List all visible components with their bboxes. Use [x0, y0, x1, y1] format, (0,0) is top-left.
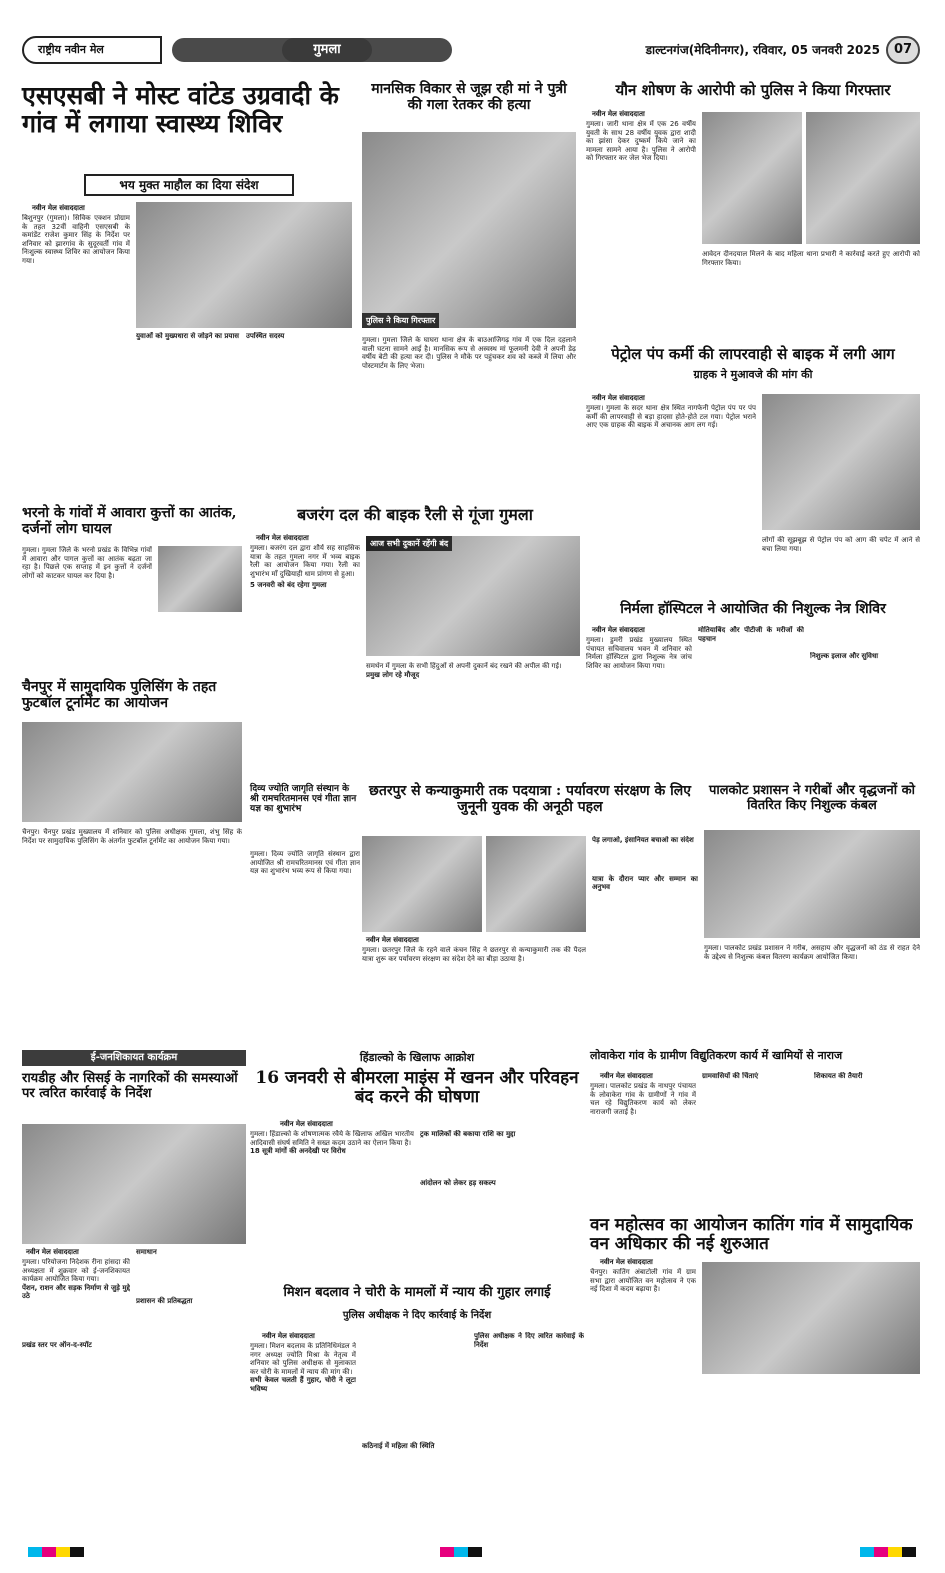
- photo-football-team: [22, 722, 242, 822]
- photo-walker: [362, 836, 482, 932]
- story-text: गुमला। गुमला जिले के घाघरा थाना क्षेत्र के बाउआजिगढ़ गांव में एक दिल दहलाने वाली घटना सामने आई है। मानसिक रूप से अस्वस्थ मां फूलमनी देवी ने अपनी डेढ़ वर्षीय बेटी की हत्या कर दी। पुलिस ने मौके पर पहुंचकर शव को कब्जे में लिया और पोस्टमार्टम के लिए भेजा।: [362, 336, 576, 370]
- headline: वन महोत्सव का आयोजन कातिंग गांव में सामुदायिक वन अधिकार की नई शुरुआत: [590, 1215, 913, 1255]
- photo-caption: आज सभी दुकानें रहेंगी बंद: [366, 536, 452, 551]
- headline: पेट्रोल पंप कर्मी की लापरवाही से बाइक में लगी आग: [611, 345, 895, 363]
- sub-heading: 5 जनवरी को बंद रहेगा गुमला: [250, 581, 327, 590]
- story-col-2: [698, 626, 804, 774]
- subhead: ग्राहक ने मुआवजे की मांग की: [693, 367, 813, 381]
- story-lowakera: [590, 1050, 920, 1212]
- paragraph: गुमला। मिशन बदलाव के प्रतिनिधिमंडल ने नगर अध्यक्ष ज्योति मिश्रा के नेतृत्व में शनिवार को पुलिस अधीक्षक से मुलाकात कर चोरी के मामलों में न्याय की मांग की।: [250, 1342, 356, 1376]
- story-text: चैनपुर। चैनपुर प्रखंड मुख्यालय में शनिवार को पुलिस अधीक्षक गुमला, शंभु सिंह के निर्देश पर सामुदायिक पुलिसिंग के अंतर्गत फुटबॉल टूर्नामेंट का आयोजन किया गया।: [22, 828, 242, 845]
- headline: एसएसबी ने मोस्ट वांटेड उग्रवादी के गांव में लगाया स्वास्थ्य शिविर: [22, 81, 339, 138]
- story-col-2: [136, 332, 240, 492]
- photo-bike-rally: [366, 536, 580, 656]
- headline: लोवाकेरा गांव के ग्रामीण विद्युतिकरण कार्य में खामियों से नाराज: [590, 1049, 843, 1062]
- section-label: हिंडाल्को के खिलाफ आक्रोश: [359, 1051, 475, 1064]
- sub-heading-2: उपस्थित सदस्य: [246, 332, 285, 340]
- registration-mark: [874, 1547, 888, 1557]
- sub-heading-3: आंदोलन को लेकर हड़ सकल्प: [420, 1178, 496, 1187]
- section-label: ई-जनशिकायत कार्यक्रम: [22, 1050, 246, 1066]
- registration-mark: [860, 1547, 874, 1557]
- story-text: गुमला। गुमला जिले के भरनो प्रखंड के विभिन्न गांवों में आवारा और पागल कुत्तों का आतंक बढ़ता जा रहा है। पिछले एक सप्ताह में इन कुत्तों ने दर्जनों लोगों को काटकर घायल कर दिया है।: [22, 546, 152, 580]
- sub-heading: पेड़ लगाओ, इंसानियत बचाओ का संदेश: [592, 836, 694, 844]
- story-text: गुमला। पालकोट प्रखंड प्रशासन ने गरीब, असहाय और वृद्धजनों को ठंड से राहत देने के उद्देश्य से निशुल्क कंबल वितरण कार्यक्रम आयोजित किया।: [704, 944, 920, 961]
- sub-heading: सभी केवल चलती हैं गुहार, चोरी ने लूटा भविष्य: [250, 1376, 356, 1393]
- registration-mark: [56, 1547, 70, 1557]
- headline: पालकोट प्रशासन ने गरीबों और वृद्धजनों को वितरित किए निशुल्क कंबल: [708, 783, 916, 813]
- sub-heading-2: शिकायत की तैयारी: [814, 1072, 863, 1080]
- photo-health-camp: [136, 202, 352, 328]
- story-text: गुमला। पालकोट प्रखंड के नाथपुर पंचायत के लोवाकेरा गांव के ग्रामीणों ने गांव में चल रहे विद्युतिकरण कार्य को लेकर नाराजगी जताई है।: [590, 1082, 696, 1116]
- byline: नवीन मेल संवाददाता: [280, 1120, 333, 1128]
- story-yatra: [362, 784, 698, 1044]
- story-divya: [250, 784, 360, 1044]
- story-football: [22, 680, 242, 1002]
- registration-mark: [468, 1547, 482, 1557]
- subhead: भय मुक्त माहौल का दिया संदेश: [84, 174, 294, 196]
- photo-group: [486, 836, 586, 932]
- story-text: चैनपुर। कातिंग अंबाटोली गांव में ग्राम सभा द्वारा आयोजित वन महोत्सव ने एक नई दिशा में कदम बढ़ाया है।: [590, 1268, 696, 1294]
- section-banner: [172, 38, 452, 62]
- registration-mark: [28, 1547, 42, 1557]
- paragraph: गुमला। परियोजना निदेशक रीना हांसदा की अध्यक्षता में शुक्रवार को ई-जनशिकायत कार्यक्रम आयोजित किया गया।: [22, 1258, 130, 1284]
- masthead: [22, 36, 920, 64]
- byline: नवीन मेल संवाददाता: [32, 204, 85, 212]
- story-text: गुमला। छतरपुर जिले के रहने वाले कंचन सिंह ने छतरपुर से कन्याकुमारी तक की पैदल यात्रा शुरू कर पर्यावरण संरक्षण का संदेश देने का बीड़ा उठाया है।: [362, 946, 586, 963]
- byline: नवीन मेल संवाददाता: [592, 626, 645, 634]
- story-hindalco: [250, 1050, 584, 1276]
- photo-caption: पुलिस ने किया गिरफ्तार: [362, 313, 439, 328]
- sub-heading-4: प्रखंड स्तर पर ऑन-द-स्पॉट: [22, 1340, 92, 1349]
- headline: रायडीह और सिसई के नागरिकों की समस्याओं पर त्वरित कार्रवाई के निर्देश: [22, 1071, 238, 1101]
- registration-mark: [440, 1547, 454, 1557]
- story-col-3: [246, 332, 352, 492]
- subhead: पुलिस अधीक्षक ने दिए कार्रवाई के निर्देश: [342, 1309, 492, 1321]
- headline: मिशन बदलाव ने चोरी के मामलों में न्याय की गुहार लगाई: [283, 1285, 551, 1300]
- story-text: [22, 1258, 130, 1476]
- byline: नवीन मेल संवाददाता: [600, 1258, 653, 1266]
- story-eye-camp: [586, 602, 920, 778]
- photo-arrest: [362, 132, 576, 328]
- story-mission: [250, 1286, 584, 1540]
- byline: नवीन मेल संवाददाता: [256, 534, 309, 542]
- story-col-2: [702, 1072, 808, 1208]
- section-name: गुमला: [282, 38, 372, 62]
- photo-blanket-distribution: [704, 830, 920, 938]
- paragraph: गुमला। बजरंग दल द्वारा शौर्य सह साहसिक यात्रा के तहत गुमला नगर में भव्य बाइक रैली का आयोजन किया गया। रैली का शुभारंभ माँ दुखियाही धाम प्रांगण से हुआ।: [250, 544, 360, 578]
- paper-name: राष्ट्रीय नवीन मेल: [22, 36, 162, 64]
- headline: बजरंग दल की बाइक रैली से गूंजा गुमला: [297, 505, 533, 524]
- story-col-3: [810, 652, 920, 774]
- sub-heading-3: कठिनाई में महिला की स्थिति: [362, 1442, 435, 1450]
- photo-accused-2: [806, 112, 920, 244]
- sub-heading-2: ट्रक मालिकों की बकाया राशि का मुद्दा: [420, 1130, 516, 1138]
- story-col-3: [474, 1332, 584, 1536]
- registration-mark: [42, 1547, 56, 1557]
- paragraph: समर्थन में गुमला के सभी हिंदुओं से अपनी दुकानें बंद रखने की अपील की गई।: [366, 662, 562, 670]
- headline: दिव्य ज्योति जागृति संस्थान के श्री रामचरितमानस एवं गीता ज्ञान यज्ञ का शुभारंभ: [250, 784, 357, 815]
- story-text: गुमला। गुमला के सदर थाना क्षेत्र स्थित नागफेनी पेट्रोल पंप पर पंप कर्मी की लापरवाही से बड़ा हादसा होते-होते टल गया। पेट्रोल भराने आए एक ग्राहक की बाइक में अचानक आग लग गई।: [586, 404, 756, 430]
- registration-mark: [70, 1547, 84, 1557]
- sub-heading-2: यात्रा के दौरान प्यार और सम्मान का अनुभव: [592, 874, 698, 892]
- story-col-3: [592, 836, 698, 1040]
- byline: नवीन मेल संवाददाता: [366, 936, 419, 944]
- photo-dog-victims: [158, 546, 242, 612]
- story-text: गुमला। दिव्य ज्योति जागृति संस्थान द्वारा आयोजित श्री रामचरितमानस एवं गीता ज्ञान यज्ञ का शुभारंभ भव्य रूप से किया गया।: [250, 850, 360, 876]
- sub-heading: पेंशन, राशन और सड़क निर्माण से जुड़े मुद्दे उठे: [22, 1283, 130, 1301]
- story-palkot: [704, 784, 920, 1044]
- story-text: गुमला। डुमरी प्रखंड मुख्यालय स्थित पंचायत सचिवालय भवन में शनिवार को निर्मला हॉस्पिटल द्वारा निशुल्क नेत्र जांच शिविर का आयोजन किया गया।: [586, 636, 692, 670]
- byline: नवीन मेल संवाददाता: [262, 1332, 315, 1340]
- headline: चैनपुर में सामुदायिक पुलिसिंग के तहत फुटबॉल टूर्नामेंट का आयोजन: [22, 679, 217, 711]
- story-arrest: [586, 82, 920, 342]
- sub-heading-2: पुलिस अधीक्षक ने दिए त्वरित कार्रवाई के निर्देश: [474, 1332, 584, 1349]
- page-number: 07: [886, 36, 920, 64]
- story-petrol: [586, 346, 920, 598]
- story-egov: [22, 1050, 246, 1480]
- headline: भरनो के गांवों में आवारा कुत्तों का आतंक, दर्जनों लोग घायल: [22, 505, 237, 537]
- byline: नवीन मेल संवाददाता: [592, 394, 645, 402]
- story-bajrang: [250, 506, 580, 776]
- sub-heading-2: निशुल्क इलाज और सुविधा: [810, 652, 879, 660]
- headline: यौन शोषण के आरोपी को पुलिस ने किया गिरफ्तार: [615, 81, 891, 99]
- story-text: गुमला। जारी थाना क्षेत्र में एक 26 वर्षीय युवती के साथ 28 वर्षीय युवक द्वारा शादी का झांसा देकर दुष्कर्म किये जाने का मामला सामने आया है। पुलिस ने आरोपी को गिरफ्तार कर जेल भेज दिया।: [586, 120, 696, 163]
- story-col-3: [814, 1072, 920, 1208]
- paragraph: गुमला। हिंडाल्को के शोषणात्मक रवैये के खिलाफ अखिल भारतीय आदिवासी संघर्ष समिति ने सख्त कदम उठाने का ऐलान किया है।: [250, 1130, 414, 1147]
- story-text-2: [366, 662, 580, 772]
- sub-heading: युवाओं को मुख्यधारा से जोड़ने का प्रयास: [136, 332, 240, 340]
- story-text-2: लोगों की सूझबूझ से पेट्रोल पंप को आग की चपेट में आने से बचा लिया गया।: [762, 536, 920, 553]
- headline: छतरपुर से कन्याकुमारी तक पदयात्रा : पर्यावरण संरक्षण के लिए जुनूनी युवक की अनूठी पहल: [369, 783, 691, 815]
- headline: निर्मला हॉस्पिटल ने आयोजित की निशुल्क नेत्र शिविर: [620, 601, 886, 617]
- story-text: [250, 1342, 356, 1536]
- sub-heading-3: प्रशासन की प्रतिबद्धता: [136, 1296, 193, 1305]
- story-text: बिशुनपुर (गुमला)। सिविक एक्शन प्रोग्राम के तहत 32वीं वाहिनी एसएसबी के कमांडेंट राजेश कुमार सिंह के निर्देश पर शनिवार को झारगांव के सुदूरवर्ती गांव में निःशुल्क स्वास्थ्य शिविर का आयोजन किया गया।: [22, 214, 130, 265]
- sub-heading-2: प्रमुख लोग रहे मौजूद: [366, 670, 420, 679]
- registration-mark: [454, 1547, 468, 1557]
- sub-heading: 18 सूत्री मांगों की अनदेखी पर विरोध: [250, 1147, 346, 1156]
- byline: नवीन मेल संवाददाता: [600, 1072, 653, 1080]
- story-forest: [590, 1216, 920, 1540]
- dateline: डाल्टनगंज(मेदिनीनगर), रविवार, 05 जनवरी 2025: [645, 43, 880, 57]
- sub-heading-2: समाधान: [136, 1248, 157, 1256]
- byline: नवीन मेल संवाददाता: [26, 1248, 79, 1256]
- story-col-2: [420, 1130, 584, 1272]
- story-col-2: [362, 1332, 468, 1536]
- story-text-2: आवेदन दीनदयाल मिलने के बाद महिला थाना प्रभारी ने कार्रवाई करते हुए आरोपी को गिरफ्तार किया।: [702, 250, 920, 267]
- story-text: [250, 544, 360, 772]
- story-col-2: [136, 1248, 246, 1476]
- story-ssb: [22, 82, 352, 500]
- photo-forest-festival: [702, 1262, 920, 1374]
- headline: मानसिक विकार से जूझ रही मां ने पुत्री की गला रेतकर की हत्या: [371, 81, 567, 113]
- sub-heading: मोतियाबिंद और पीटीजी के मरीजों की पहचान: [698, 626, 804, 643]
- photo-officer: [22, 1124, 246, 1244]
- registration-mark: [888, 1547, 902, 1557]
- story-col-2: [702, 1380, 920, 1536]
- photo-accused-1: [702, 112, 802, 244]
- headline: 16 जनवरी से बीमरला माइंस में खनन और परिवहन बंद करने की घोषणा: [255, 1068, 579, 1108]
- story-text: [250, 1130, 414, 1272]
- sub-heading: ग्रामवासियों की चिंताएं: [702, 1072, 759, 1080]
- photo-burnt-bike: [762, 394, 920, 530]
- registration-mark: [902, 1547, 916, 1557]
- byline: नवीन मेल संवाददाता: [592, 110, 645, 118]
- story-mother: [362, 82, 576, 500]
- story-dogs: [22, 506, 242, 676]
